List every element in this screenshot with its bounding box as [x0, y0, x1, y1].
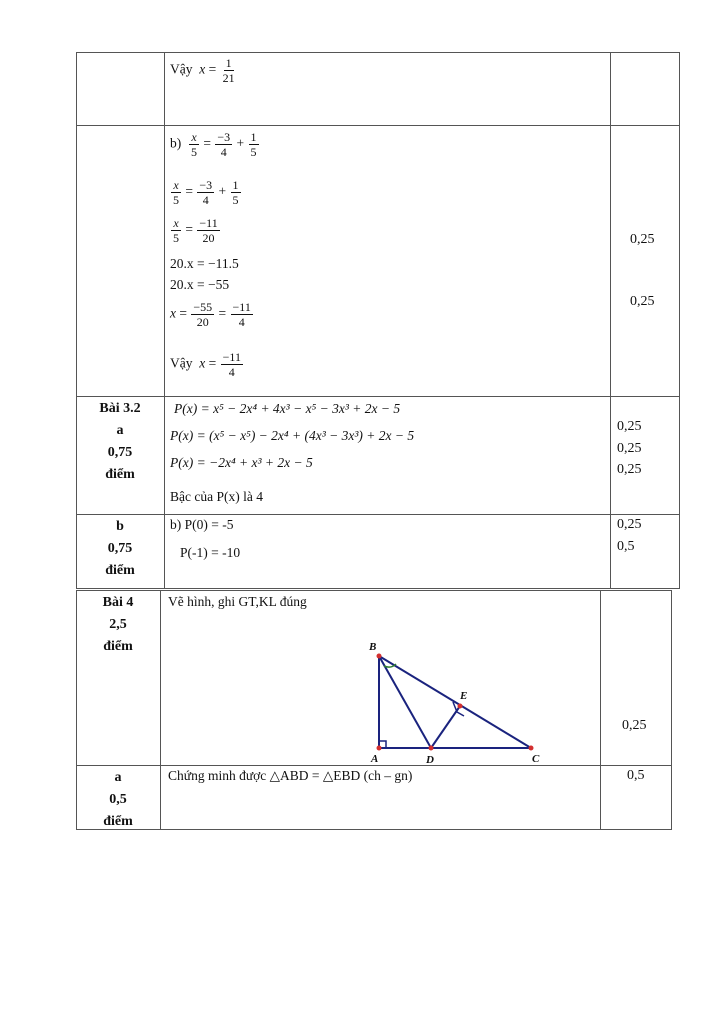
fraction: $\frac{1}{21}$ — [222, 56, 235, 85]
row2-line4: 20.x = −11.5 — [170, 256, 239, 271]
angle-mark-b — [384, 664, 396, 667]
row4-score-2: 0,5 — [617, 539, 635, 554]
point-e — [458, 704, 463, 709]
row5-text: Vẽ hình, ghi GT,KL đúng — [168, 594, 307, 609]
row1-conclusion: Vậy x = $\frac{1}{21}$ — [170, 56, 235, 85]
label-e: E — [460, 690, 468, 702]
row6-label: a 0,5 điểm — [103, 770, 133, 829]
point-a — [377, 746, 382, 751]
label-a: A — [371, 753, 379, 765]
row2-line6: x = $\frac{-55}{20}$ = $\frac{-11}{4}$ — [170, 300, 251, 329]
segment-bd — [379, 656, 431, 748]
row3-poly-3: P(x) = −2x⁴ + x³ + 2x − 5 — [170, 455, 313, 470]
row2-score-2: 0,25 — [630, 294, 655, 309]
row5-label: Bài 4 2,5 điểm — [102, 595, 134, 654]
row2-conclusion: Vậy x = $\frac{-11}{4}$ — [170, 350, 241, 379]
label-c: C — [532, 753, 540, 765]
row3-label: Bài 3.2 a 0,75 điểm — [99, 401, 141, 482]
row4-label: b 0,75 điểm — [105, 519, 135, 578]
row3-score-3: 0,25 — [617, 462, 642, 477]
segment-de — [431, 706, 460, 748]
row2-score-1: 0,25 — [630, 232, 655, 247]
point-b — [377, 654, 382, 659]
row6-score: 0,5 — [627, 768, 645, 783]
row3-score-1: 0,25 — [617, 419, 642, 434]
label-d: D — [426, 754, 434, 766]
point-c — [529, 746, 534, 751]
row4-line2: P(-1) = -10 — [180, 545, 241, 560]
right-angle-a — [379, 741, 386, 748]
right-angle-e — [453, 702, 464, 716]
row2-line5: 20.x = −55 — [170, 277, 230, 292]
point-d — [429, 746, 434, 751]
row3-degree: Bậc của P(x) là 4 — [170, 489, 263, 504]
row3-score-2: 0,25 — [617, 441, 642, 456]
label-b: B — [369, 641, 377, 653]
segment-bc — [379, 656, 531, 748]
row2-line2: $\frac{x}{5}$ = $\frac{-3}{4}$ + $\frac{1}{5}$ — [173, 178, 239, 207]
row4-line1: b) P(0) = -5 — [170, 517, 234, 532]
row2-line1: b) $\frac{x}{5}$ = $\frac{-3}{4}$ + $\frac{1}{5}$ — [170, 130, 257, 159]
row3-poly-2: P(x) = (x⁵ − x⁵) − 2x⁴ + (4x³ − 3x³) + 2x − 5 — [170, 428, 415, 443]
row3-poly-1: P(x) = x⁵ − 2x⁴ + 4x³ − x⁵ − 3x³ + 2x − 5 — [174, 401, 401, 416]
row2-line3: $\frac{x}{5}$ = $\frac{-11}{20}$ — [173, 216, 218, 245]
row5-score: 0,25 — [622, 718, 647, 733]
row6-text: Chứng minh được △ABD = △EBD (ch – gn) — [168, 768, 413, 783]
row4-score-1: 0,25 — [617, 517, 642, 532]
